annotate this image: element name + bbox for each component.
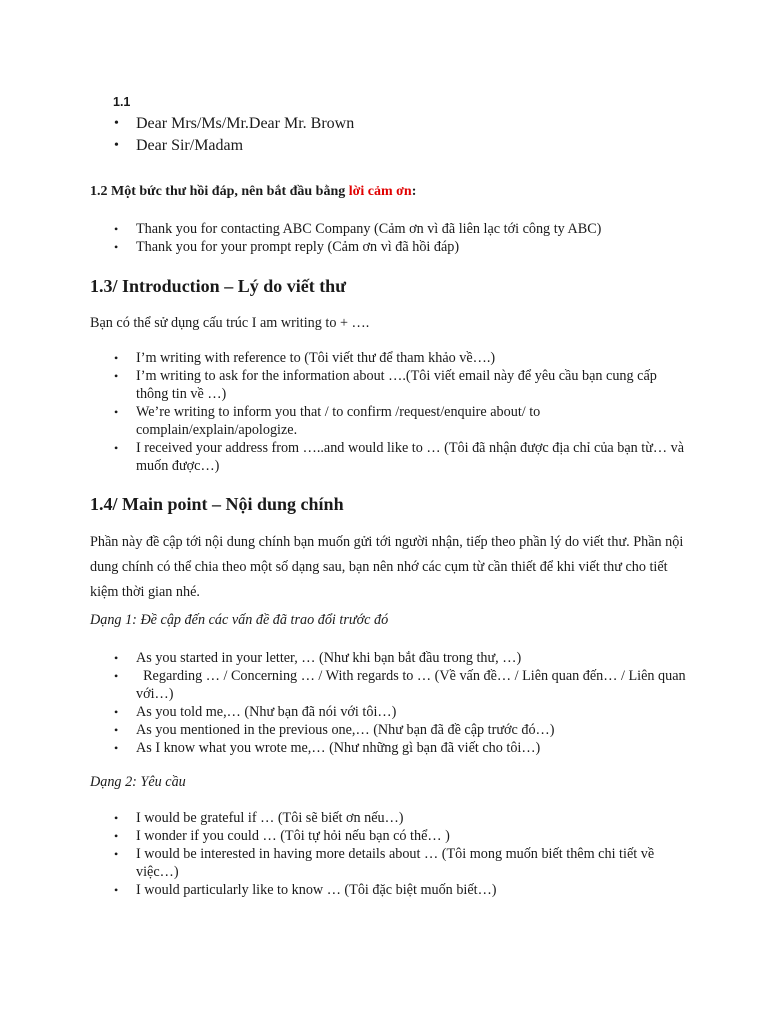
list-item: • I’m writing with reference to (Tôi viết thư để tham khảo về….) (90, 349, 690, 367)
list-item: • I would be interested in having more details about … (Tôi mong muốn biết thêm chi tiết về việc…) (90, 845, 690, 881)
list-item: • Thank you for your prompt reply (Cảm ơn vì đã hồi đáp) (90, 238, 740, 256)
list-item: • I wonder if you could … (Tôi tự hỏi nếu bạn có thể… ) (90, 827, 690, 845)
subsection-title-dang-2: Dạng 2: Yêu cầu (90, 774, 186, 790)
list-item: • I’m writing to ask for the information about ….(Tôi viết email này để yêu cầu bạn cung cấp thông tin về …) (90, 367, 690, 403)
subsection-title-dang-1: Dạng 1: Đề cập đến các vấn đề đã trao đổi trước đó (90, 612, 389, 628)
section-number: 1.1 (113, 95, 131, 109)
section-heading-1-2 (90, 184, 416, 200)
salutation-list (90, 113, 740, 157)
list-item: • Dear Sir/Madam (90, 135, 740, 157)
list-item: • As you started in your letter, … (Như khi bạn bắt đầu trong thư, …) (90, 649, 690, 667)
thank-you-list (90, 220, 740, 256)
list-item: • Thank you for contacting ABC Company (Cảm ơn vì đã liên lạc tới công ty ABC) (90, 220, 740, 238)
heading-text: 1.2 Một bức thư hồi đáp, nên bắt đầu bằng (90, 184, 349, 199)
introduction-list (90, 349, 690, 475)
list-item: • As I know what you wrote me,… (Như những gì bạn đã viết cho tôi…) (90, 739, 690, 757)
heading-highlight: lời cảm ơn (348, 184, 412, 199)
intro-paragraph: Bạn có thể sử dụng cấu trúc I am writing to + …. (90, 315, 370, 331)
main-point-paragraph: Phần này đề cập tới nội dung chính bạn muốn gửi tới người nhận, tiếp theo phần lý do viết thư. Phần nội dung chính có thể chia theo một số dạng sau, bạn nên nhớ các cụm từ cần thiết để khi viết thư cho tiết kiệm thời gian nhé. (90, 534, 684, 600)
dang-1-list (90, 649, 690, 757)
list-item: • Dear Mrs/Ms/Mr.Dear Mr. Brown (90, 113, 740, 135)
list-item: • We’re writing to inform you that / to confirm /request/enquire about/ to complain/explain/apologize. (90, 403, 690, 439)
heading-suffix: : (411, 184, 417, 199)
dang-2-list (90, 809, 690, 899)
list-item: • Regarding … / Concerning … / With regards to … (Về vấn đề… / Liên quan đến… / Liên quan với…) (90, 667, 690, 703)
list-item: • I received your address from …..and would like to … (Tôi đã nhận được địa chỉ của bạn từ… và muốn được…) (90, 439, 690, 475)
list-item: • I would be grateful if … (Tôi sẽ biết ơn nếu…) (90, 809, 690, 827)
section-heading-1-4: 1.4/ Main point – Nội dung chính (90, 494, 344, 514)
list-item: • I would particularly like to know … (Tôi đặc biệt muốn biết…) (90, 881, 690, 899)
list-item: • As you mentioned in the previous one,… (Như bạn đã đề cập trước đó…) (90, 721, 690, 739)
list-item: • As you told me,… (Như bạn đã nói với tôi…) (90, 703, 690, 721)
section-heading-1-3: 1.3/ Introduction – Lý do viết thư (90, 276, 346, 296)
